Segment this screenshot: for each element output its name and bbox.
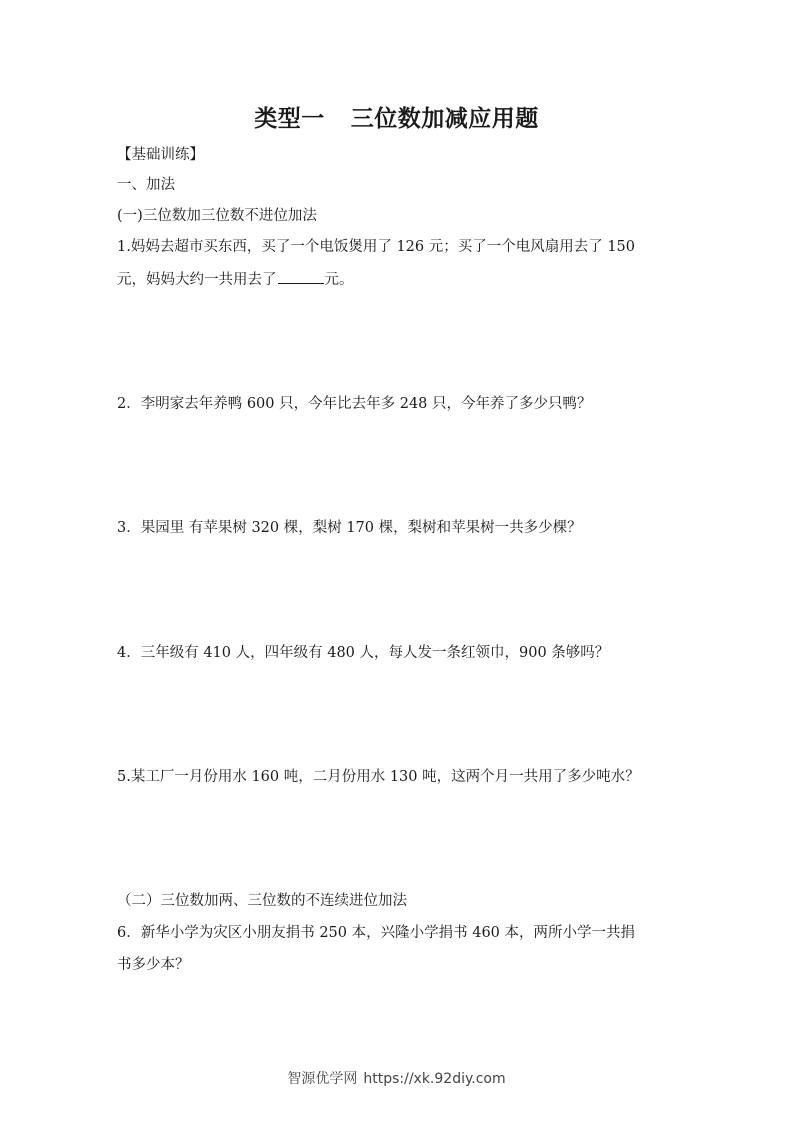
question-6-line-2: 书多少本？ — [117, 957, 190, 973]
question-1-line-2 — [117, 269, 354, 290]
question-2: 2．李明家去年养鸭 600 只，今年比去年多 248 只，今年养了多少只鸭？ — [117, 396, 592, 412]
footer-url[interactable]: https://xk.92diy.com — [363, 1071, 506, 1087]
heading-addition: 一、加法 — [117, 177, 175, 193]
title-topic: 三位数加减应用题 — [350, 106, 539, 132]
subsection-2-heading: （二）三位数加两、三位数的不连续进位加法 — [117, 893, 407, 909]
question-4: 4．三年级有 410 人，四年级有 480 人，每人发一条红领巾，900 条够吗？ — [117, 645, 610, 661]
footer-watermark — [0, 1068, 793, 1088]
question-5: 5.某工厂一月份用水 160 吨，二月份用水 130 吨，这两个月一共用了多少吨水？ — [117, 769, 640, 785]
question-6-line-1: 6．新华小学为灾区小朋友捐书 250 本，兴隆小学捐书 460 本，两所小学一共捐 — [117, 925, 636, 941]
subsection-1-heading: (一)三位数加三位数不进位加法 — [117, 208, 317, 224]
footer-site-name: 智源优学网 — [287, 1071, 358, 1087]
answer-blank[interactable] — [278, 269, 324, 284]
question-1-text: 元，妈妈大约一共用去了 — [117, 272, 277, 288]
section-label: 【基础训练】 — [117, 147, 204, 163]
question-3: 3．果园里 有苹果树 320 棵，梨树 170 棵，梨树和苹果树一共多少棵？ — [117, 520, 582, 536]
question-1-line-1: 1.妈妈去超市买东西，买了一个电饭煲用了 126 元；买了一个电风扇用去了 150 — [117, 239, 636, 255]
title-type: 类型一 — [254, 106, 325, 132]
page-title — [0, 100, 793, 133]
question-1-unit: 元。 — [324, 272, 354, 288]
